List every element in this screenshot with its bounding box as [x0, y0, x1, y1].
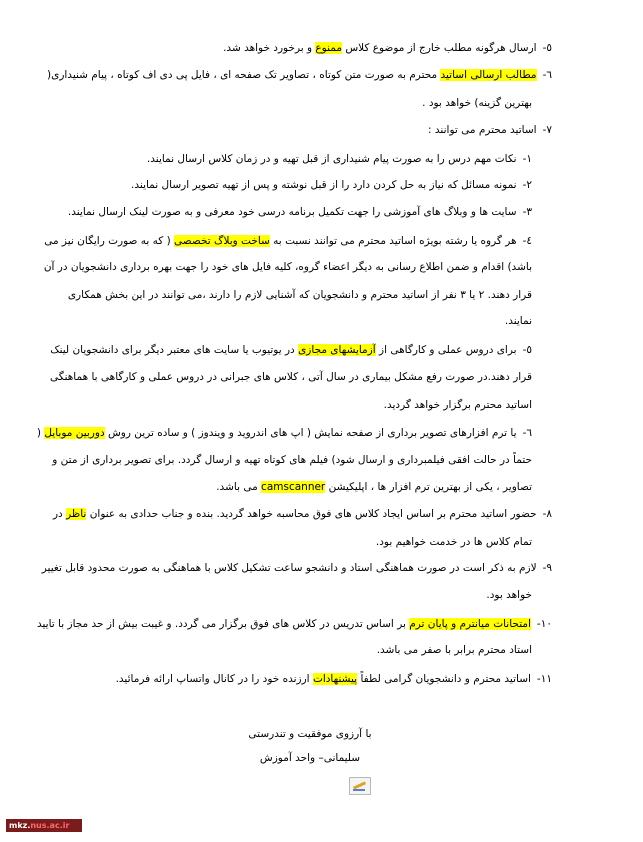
line-text: باشد) اقدام و ضمن اطلاع رسانی به دیگر اعضاء گروه، کلیه فایل های خود را جهت بهره برداری دانشجویان در آن — [43, 261, 532, 273]
line-text: در — [52, 508, 67, 520]
paragraph-line — [42, 561, 552, 575]
line-number: ٢- — [522, 179, 532, 191]
line-number: ٥- — [522, 344, 532, 356]
paragraph-line — [384, 398, 532, 412]
paragraph-line — [68, 288, 532, 302]
line-text: قرار دهند.در صورت رفع مشکل بیماری در سال آتی ، کلاس های جبرانی در دروس عملی و کارگاهی با هماهنگی — [50, 371, 532, 383]
signature-text: سلیمانی– واحد آموزش — [259, 752, 361, 764]
paragraph-line — [68, 205, 532, 219]
paragraph-line — [53, 507, 552, 521]
paragraph-line — [422, 96, 532, 110]
paragraph-line — [505, 314, 532, 328]
line-number: ٦- — [522, 427, 532, 439]
highlighted-text: پیشنهادات — [312, 673, 358, 685]
line-text: می باشد. — [216, 481, 262, 493]
highlighted-text: ناظر — [66, 508, 87, 520]
line-number: ١٠- — [536, 618, 552, 630]
line-text: نمایند. — [504, 315, 532, 327]
line-number: ٧- — [542, 124, 552, 136]
line-text: اساتید محترم برگزار خواهد گردید. — [383, 399, 532, 411]
highlighted-text: camscanner — [261, 481, 326, 493]
paragraph-line — [147, 152, 532, 166]
line-text: ارزنده خود را در کانال واتساپ ارائه فرمائید. — [115, 673, 313, 685]
closing-text: با آرزوی موفقیت و تندرستی — [248, 728, 372, 740]
paragraph-line — [486, 588, 532, 602]
line-number: ١١- — [536, 673, 552, 685]
paragraph-line — [37, 426, 532, 440]
line-text: سایت ها و وبلاگ های آموزشی را جهت تکمیل برنامه درسی خود معرفی و به صورت لینک ارسال نمایند. — [67, 206, 517, 218]
line-text: اساتید محترم می توانند : — [428, 124, 537, 136]
highlighted-text: آزمایشهای مجازی — [298, 344, 376, 356]
paragraph-line — [47, 68, 552, 82]
highlighted-text: ساخت وبلاگ تخصصی — [174, 235, 270, 247]
footer-prefix: mkz. — [9, 821, 31, 830]
line-number: ٩- — [542, 562, 552, 574]
line-text: محترم به صورت متن کوتاه ، تصاویر تک صفحه ای ، فایل پی دی اف کوتاه ، پیام شنیداری( — [47, 69, 441, 81]
paragraph-line — [44, 260, 532, 274]
paragraph-line — [44, 234, 532, 248]
line-text: برای دروس عملی و کارگاهی از — [375, 344, 517, 356]
paragraph-line — [116, 672, 552, 686]
line-number: ٨- — [542, 508, 552, 520]
line-text: قرار دهند. ٢ یا ٣ نفر از اساتید محترم و دانشجویان که آشنایی لازم را دارند ،می توانند در این بخش همکاری — [67, 289, 532, 301]
paragraph-line — [50, 343, 532, 357]
line-text: در یوتیوب یا سایت های معتبر دیگر برای دانشجویان لینک — [50, 344, 299, 356]
highlighted-text: دوربین موبایل — [44, 427, 105, 439]
paragraph-line — [37, 617, 552, 631]
line-text: تمام کلاس ها در خدمت خواهیم بود. — [375, 536, 532, 548]
paragraph-line — [131, 178, 532, 192]
line-text: بر اساس تدریس در کلاس های فوق برگزار می گردد. و غیبت بیش از حد مجاز با تایید — [36, 618, 410, 630]
paragraph-line — [223, 41, 552, 55]
line-text: حتماً در حالت افقی فیلمبرداری و ارسال شود) فیلم های کوتاه تهیه و ارسال گردد. برای تصویر برداری از متن و — [52, 454, 532, 466]
line-text: لازم به ذکر است در صورت هماهنگی استاد و دانشجو ساعت تشکیل کلاس با هماهنگی به صورت محدود قابل تغییر — [41, 562, 537, 574]
line-text: ارسال هرگونه مطلب خارج از موضوع کلاس — [341, 42, 537, 54]
paragraph-line — [376, 535, 532, 549]
line-text: یا ترم افزارهای تصویر برداری از صفحه نمایش ( اپ های اندروید و ویندوز ) و ساده ترین روش — [104, 427, 517, 439]
line-text: ( که به صورت رایگان نیز می — [44, 235, 175, 247]
line-text: و برخورد خواهد شد. — [223, 42, 316, 54]
line-text: استاد محترم برابر با صفر می باشد. — [376, 644, 532, 656]
line-text: اساتید محترم و دانشجویان گرامی لطفاً — [357, 673, 531, 685]
line-number: ١- — [522, 153, 532, 165]
highlighted-text: امتحانات میانترم و پایان ترم — [409, 618, 531, 630]
line-text: بهترین گزینه) خواهد بود . — [422, 97, 532, 109]
line-text: هر گروه یا رشته بویژه اساتید محترم می توانند نسبت به — [269, 235, 517, 247]
highlighted-text: ممنوع — [315, 42, 342, 54]
line-number: ٣- — [522, 206, 532, 218]
paragraph-line — [428, 123, 552, 137]
line-text: ( — [36, 427, 45, 439]
line-text: تصاویر ، یکی از بهترین ترم افزار ها ، اپلیکیشن — [325, 481, 532, 493]
footer-watermark — [6, 819, 82, 832]
footer-domain: nus.ac.ir — [30, 821, 70, 830]
highlighted-text: مطالب ارسالی اساتید — [440, 69, 537, 81]
line-number: ٦- — [542, 69, 552, 81]
line-text: نمونه مسائل که نیاز به حل کردن دارد را از قبل نوشته و پس از تهیه تصویر ارسال نمایند. — [131, 179, 517, 191]
paragraph-line — [216, 480, 532, 494]
signature-stamp-icon — [349, 777, 371, 795]
line-number: ٥- — [542, 42, 552, 54]
line-number: ٤- — [522, 235, 532, 247]
paragraph-line — [52, 453, 532, 467]
paragraph-line — [377, 643, 532, 657]
paragraph-line — [50, 370, 532, 384]
line-text: نکات مهم درس را به صورت پیام شنیداری از قبل تهیه و در زمان کلاس ارسال نمایند. — [146, 153, 517, 165]
line-text: حضور اساتید محترم بر اساس ایجاد کلاس های فوق محاسبه خواهد گردید. بنده و جناب حدادی به عنوان — [86, 508, 537, 520]
line-text: خواهد بود. — [486, 589, 532, 601]
